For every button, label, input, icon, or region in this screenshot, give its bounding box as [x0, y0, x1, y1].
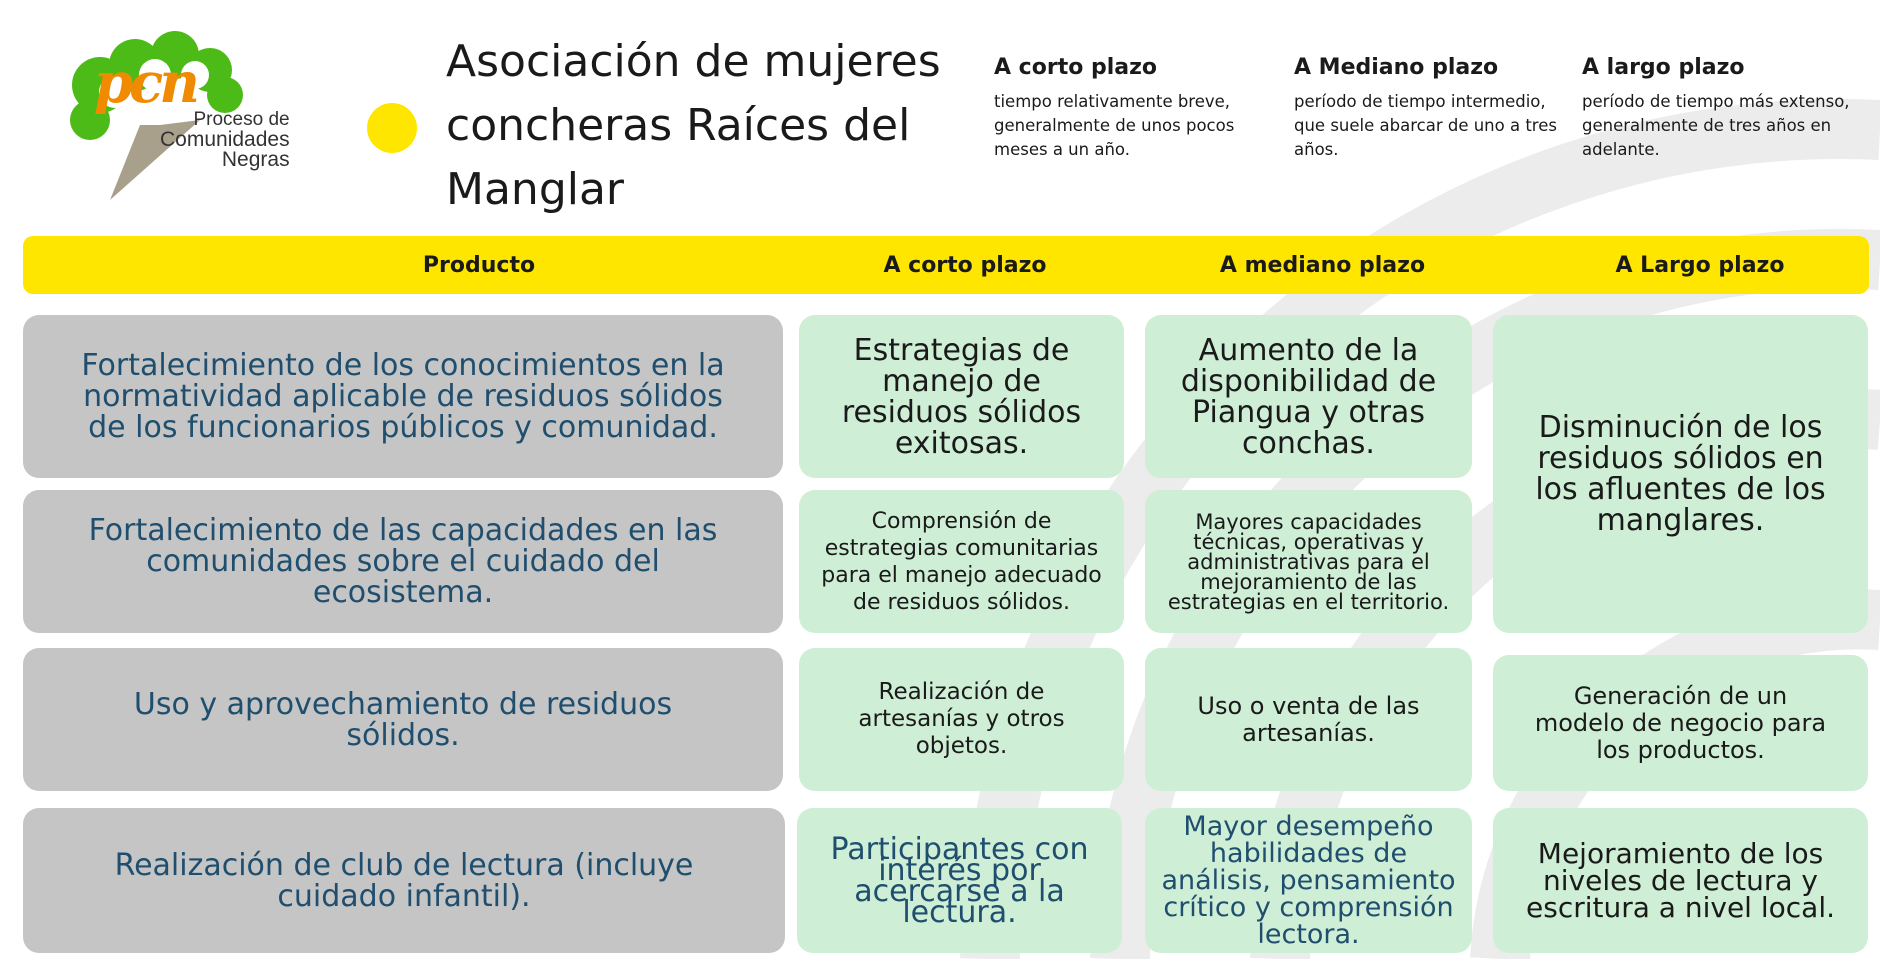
- legend-long-heading: A largo plazo: [1582, 55, 1745, 80]
- header-corto: A corto plazo: [883, 252, 1047, 278]
- medium-cell-2: Mayores capacidades técnicas, operativas y administrativas para el mejoramiento de las estrategias en el territorio.: [1145, 490, 1472, 633]
- header-largo: A Largo plazo: [1615, 252, 1785, 278]
- logo-line-3: Negras: [221, 148, 290, 171]
- legend-medium-heading: A Mediano plazo: [1294, 55, 1499, 80]
- product-cell-4: Realización de club de lectura (incluye cuidado infantil).: [23, 808, 785, 953]
- header-producto: Producto: [422, 252, 536, 278]
- logo-line-2: Comunidades: [160, 128, 290, 151]
- page-title: Asociación de mujeres concheras Raíces del Manglar: [446, 36, 941, 215]
- legend-long-term: [1582, 55, 1852, 162]
- medium-cell-1: Aumento de la disponibilidad de Piangua y otras conchas.: [1145, 315, 1472, 478]
- long-cell-4: Mejoramiento de los niveles de lectura y escritura a nivel local.: [1493, 808, 1868, 953]
- logo-letters: pcn: [94, 50, 196, 116]
- product-cell-2: Fortalecimiento de las capacidades en las comunidades sobre el cuidado del ecosistema.: [23, 490, 783, 633]
- product-cell-1: Fortalecimiento de los conocimientos en la normatividad aplicable de residuos sólidos de los funcionarios públicos y comunidad.: [23, 315, 783, 478]
- legend-short-text: tiempo relativamente breve, generalmente de unos pocos meses a un año.: [994, 92, 1235, 159]
- long-cell-merged: Disminución de los residuos sólidos en los afluentes de los manglares.: [1493, 315, 1868, 633]
- short-cell-2: Comprensión de estrategias comunitarias para el manejo adecuado de residuos sólidos.: [799, 490, 1124, 633]
- short-cell-4: Participantes con interés por acercarse a la lectura.: [797, 808, 1122, 953]
- legend-long-text: período de tiempo más extenso, generalmente de tres años en adelante.: [1582, 92, 1850, 159]
- logo-line-1: Proceso de: [193, 109, 290, 130]
- short-cell-1: Estrategias de manejo de residuos sólidos exitosas.: [799, 315, 1124, 478]
- legend-short-heading: A corto plazo: [994, 55, 1158, 80]
- medium-cell-3: Uso o venta de las artesanías.: [1145, 648, 1472, 791]
- long-cell-3: Generación de un modelo de negocio para los productos.: [1493, 655, 1868, 791]
- short-cell-3: Realización de artesanías y otros objetos.: [799, 648, 1124, 791]
- legend-medium-term: [1294, 55, 1564, 162]
- product-cell-3: Uso y aprovechamiento de residuos sólidos.: [23, 648, 783, 791]
- medium-cell-4: Mayor desempeño habilidades de análisis, pensamiento crítico y comprensión lectora.: [1145, 808, 1472, 953]
- yellow-dot-icon: [367, 103, 417, 153]
- pcn-logo: [60, 30, 320, 205]
- header-mediano: A mediano plazo: [1219, 252, 1426, 278]
- logo-caption: [160, 110, 290, 170]
- legend-short-term: [994, 55, 1264, 162]
- legend-medium-text: período de tiempo intermedio, que suele abarcar de uno a tres años.: [1294, 92, 1557, 159]
